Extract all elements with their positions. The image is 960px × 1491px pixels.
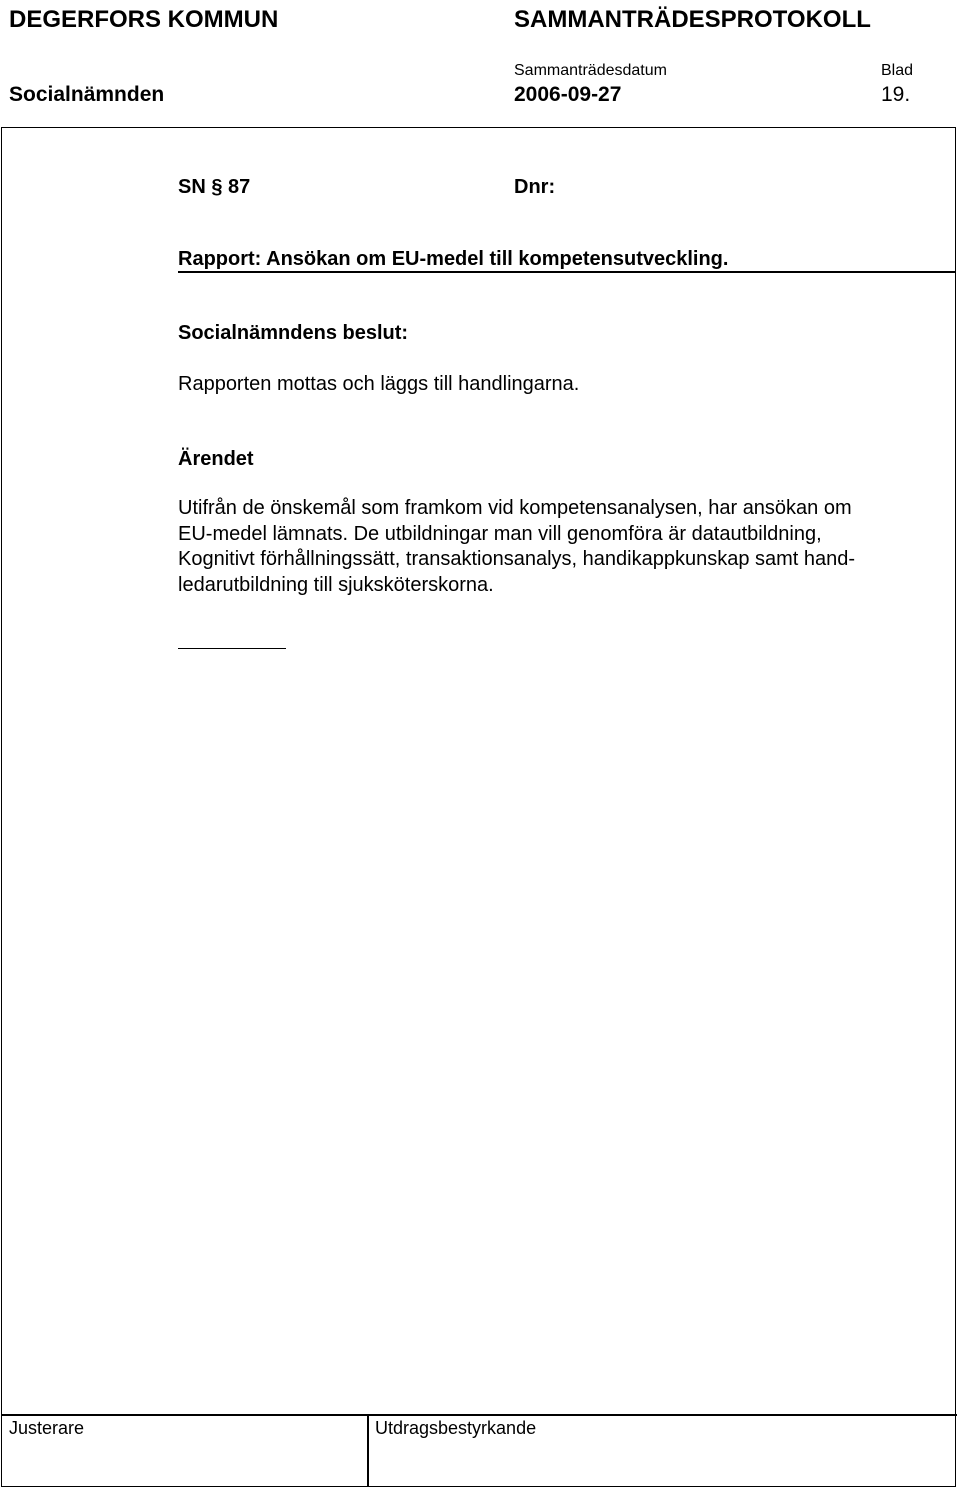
- decision-heading: Socialnämndens beslut:: [178, 322, 409, 344]
- section-sign: §: [211, 176, 223, 198]
- footer-top-rule: [1, 1414, 957, 1416]
- decision-text: Rapporten mottas och läggs till handlingarna.: [178, 373, 580, 395]
- matter-line: EU-medel lämnats. De utbildningar man vill genomföra är datautbildning,: [178, 522, 822, 545]
- item-number-label: SN: [178, 176, 206, 198]
- page-number: 19.: [881, 83, 911, 106]
- matter-line: Kognitivt förhållningssätt, transaktionsanalys, handikappkunskap samt hand-: [178, 548, 856, 570]
- utdrag-label: Utdragsbestyrkande: [375, 1418, 537, 1438]
- page-label: Blad: [881, 62, 914, 79]
- justerare-label: Justerare: [9, 1418, 85, 1438]
- date-label: Sammanträdesdatum: [514, 62, 667, 79]
- footer-divider: [367, 1414, 369, 1487]
- section-separator: [178, 648, 286, 649]
- item-title: Rapport: Ansökan om EU-medel till kompetensutveckling.: [178, 248, 729, 270]
- page-frame: [1, 127, 956, 1487]
- matter-line: ledarutbildning till sjuksköterskorna.: [178, 573, 494, 596]
- matter-heading: Ärendet: [178, 448, 254, 470]
- dnr-label: Dnr:: [514, 176, 556, 198]
- municipality-name: DEGERFORS KOMMUN: [9, 6, 279, 33]
- item-number-value: 87: [228, 176, 251, 198]
- matter-paragraph: [178, 496, 938, 598]
- meeting-date: 2006-09-27: [514, 83, 622, 106]
- document-type: SAMMANTRÄDESPROTOKOLL: [514, 6, 871, 33]
- committee-name: Socialnämnden: [9, 83, 165, 106]
- title-underline: [178, 271, 956, 273]
- matter-line: Utifrån de önskemål som framkom vid kompetensanalysen, har ansökan om: [178, 497, 852, 519]
- item-number: [178, 176, 250, 199]
